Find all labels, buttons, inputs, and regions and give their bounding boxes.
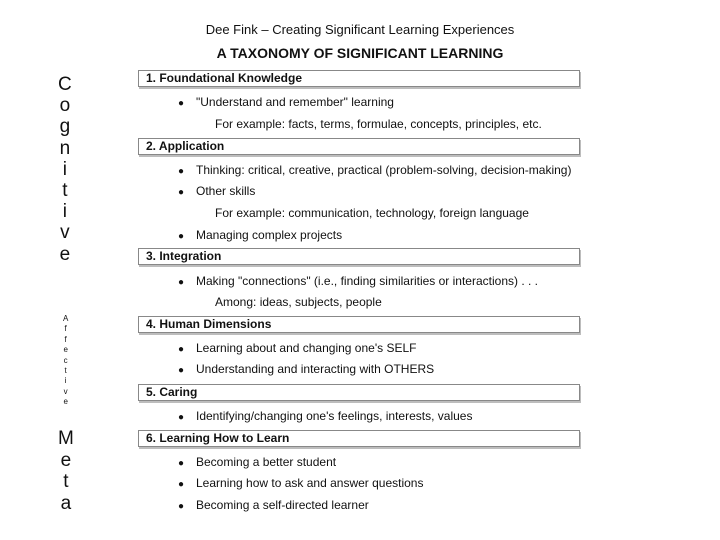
list-item-text: Becoming a better student <box>196 455 337 469</box>
letter: o <box>59 95 71 117</box>
letter: C <box>58 74 72 95</box>
letter: f <box>64 334 67 344</box>
example-text: Among: ideas, subjects, people <box>215 295 382 309</box>
letter: i <box>62 201 67 223</box>
list-item-text: Learning about and changing one's SELF <box>196 341 417 355</box>
affective-vertical-label <box>63 314 68 408</box>
list-item <box>178 498 369 512</box>
bullet-icon: ● <box>178 98 185 109</box>
section-header-integration: 3. Integration <box>138 248 580 265</box>
letter: g <box>59 116 71 138</box>
bullet-icon: ● <box>178 231 185 242</box>
section-header-caring: 5. Caring <box>138 384 580 401</box>
list-item <box>178 409 472 423</box>
letter: t <box>63 471 69 492</box>
bullet-icon: ● <box>178 365 185 376</box>
list-item <box>178 341 416 355</box>
bullet-icon: ● <box>178 166 185 177</box>
bullet-icon: ● <box>178 412 185 423</box>
example-text: For example: facts, terms, formulae, concepts, principles, etc. <box>215 117 542 131</box>
cognitive-vertical-label <box>58 74 72 265</box>
list-item-text: Learning how to ask and answer questions <box>196 476 424 490</box>
letter: v <box>60 222 70 244</box>
example-text: For example: communication, technology, foreign language <box>215 206 529 220</box>
letter: M <box>58 428 74 449</box>
letter: a <box>60 492 72 514</box>
letter: e <box>63 345 68 355</box>
letter: n <box>59 137 71 159</box>
list-item <box>178 455 336 469</box>
list-item <box>178 228 342 242</box>
bullet-icon: ● <box>178 187 185 198</box>
section-header-human-dimensions: 4. Human Dimensions <box>138 316 580 333</box>
list-item-text: Making "connections" (i.e., finding similarities or interactions) . . . <box>196 274 538 288</box>
letter: e <box>60 449 72 471</box>
meta-vertical-label <box>58 428 74 514</box>
letter: i <box>64 376 67 386</box>
bullet-icon: ● <box>178 501 185 512</box>
list-item <box>178 476 423 490</box>
section-header-learning-how-to-learn: 6. Learning How to Learn <box>138 430 580 447</box>
letter: i <box>62 158 67 180</box>
letter: f <box>64 324 67 334</box>
list-item <box>178 274 538 288</box>
list-item <box>178 95 394 109</box>
list-item-text: Identifying/changing one's feelings, interests, values <box>196 409 473 423</box>
list-item-text: Managing complex projects <box>196 228 343 242</box>
list-item-text: Other skills <box>196 184 256 198</box>
section-header-application: 2. Application <box>138 138 580 155</box>
bullet-icon: ● <box>178 458 185 469</box>
bullet-icon: ● <box>178 277 185 288</box>
letter: c <box>63 355 68 365</box>
list-item-text: Becoming a self-directed learner <box>196 498 369 512</box>
list-item-text: Thinking: critical, creative, practical (problem-solving, decision-making) <box>196 163 572 177</box>
letter: t <box>64 366 67 376</box>
section-header-foundational-knowledge: 1. Foundational Knowledge <box>138 70 580 87</box>
list-item-text: "Understand and remember" learning <box>196 95 394 109</box>
bullet-icon: ● <box>178 479 185 490</box>
letter: e <box>59 243 71 265</box>
list-item <box>178 362 434 376</box>
list-item <box>178 184 255 198</box>
letter: e <box>63 397 68 407</box>
letter: A <box>63 314 69 323</box>
document-subtitle: Dee Fink – Creating Significant Learning Experiences <box>205 22 515 37</box>
list-item-text: Understanding and interacting with OTHERS <box>196 362 435 376</box>
document-title: A TAXONOMY OF SIGNIFICANT LEARNING <box>216 45 504 61</box>
letter: t <box>62 180 68 202</box>
list-item <box>178 163 571 177</box>
letter: v <box>63 386 68 396</box>
bullet-icon: ● <box>178 344 185 355</box>
